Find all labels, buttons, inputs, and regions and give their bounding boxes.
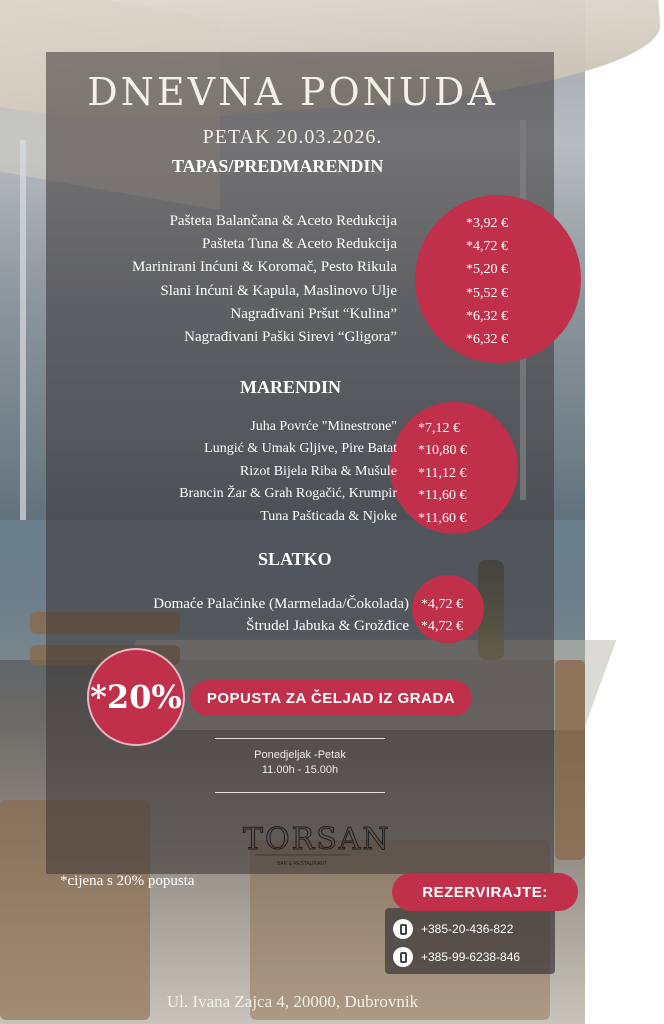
menu-item-price: *4,72 € (466, 239, 508, 255)
phone-link-1[interactable] (393, 919, 513, 939)
marendin-prices (418, 418, 467, 530)
discount-badge: *20% (87, 648, 185, 746)
menu-item-name: Pašteta Balančana & Aceto Redukcija (169, 213, 397, 229)
menu-item-price: *11,12 € (418, 465, 467, 481)
menu-item-name: Lungić & Umak Gljive, Pire Batat (204, 441, 397, 457)
menu-item-price: *3,92 € (466, 216, 508, 231)
menu-item-name: Nagrađivani Paški Sirevi “Gligora” (184, 329, 397, 346)
menu-item-name: Juha Povrće "Minestrone" (250, 419, 397, 434)
menu-item-name: Nagrađivani Pršut “Kulina” (230, 305, 397, 322)
promo-banner: POPUSTA ZA ČELJAD IZ GRADA (190, 680, 472, 716)
divider (215, 792, 385, 793)
chair (555, 660, 585, 860)
reservation-label: REZERVIRAJTE: (392, 873, 578, 911)
tapas-prices (466, 212, 508, 351)
menu-item-price: *11,60 € (418, 510, 467, 526)
phone-icon (393, 919, 413, 939)
address: Ul. Ivana Zajca 4, 20000, Dubrovnik (166, 992, 419, 1011)
menu-date: PETAK 20.03.2026. (202, 126, 383, 148)
menu-item-name: Tuna Pašticada & Njoke (260, 508, 397, 524)
divider (215, 738, 385, 739)
tapas-items (132, 210, 397, 349)
logo-tagline: BAR & RESTAURANT (277, 861, 327, 867)
opening-hours: 11.00h - 15.00h (261, 764, 339, 776)
menu-item-price: *10,80 € (418, 443, 467, 459)
menu-item-name: Domaće Palačinke (Marmelada/Čokolada) (153, 596, 409, 612)
phone-number: +385-20-436-822 (421, 922, 514, 936)
menu-item-name: Slani Inćuni & Kapula, Maslinovo Ulje (160, 282, 397, 299)
menu-item-price: *4,72 € (421, 597, 463, 612)
menu-item-price: *7,12 € (418, 421, 460, 436)
price-footnote: *cijena s 20% popusta (60, 873, 195, 889)
menu-item-name: Pašteta Tuna & Aceto Redukcija (202, 236, 397, 253)
section-heading-tapas: TAPAS/PREDMARENDIN (172, 156, 384, 176)
slatko-items (153, 593, 409, 637)
section-heading-marendin: MARENDIN (240, 377, 341, 397)
phone-icon (393, 947, 413, 967)
menu-item-price: *6,32 € (466, 308, 508, 324)
restaurant-logo (235, 815, 391, 875)
phone-link-2[interactable] (393, 947, 520, 967)
marendin-items (179, 416, 397, 528)
phone-number: +385-99-6238-846 (421, 950, 521, 964)
logo-wordmark: TORSAN (243, 822, 391, 857)
menu-item-price: *4,72 € (421, 619, 463, 634)
mast (20, 140, 26, 520)
menu-item-price: *5,52 € (466, 285, 508, 301)
section-heading-slatko: SLATKO (258, 549, 332, 569)
menu-item-price: *5,20 € (466, 262, 508, 278)
opening-days: Ponedjeljak -Petak (254, 749, 346, 761)
menu-item-price: *6,32 € (466, 332, 508, 348)
slatko-prices (421, 594, 463, 638)
menu-item-name: Brancin Žar & Grah Rogačić, Krumpir (179, 486, 397, 502)
menu-item-price: *11,60 € (418, 488, 467, 504)
menu-item-name: Štrudel Jabuka & Grožđice (246, 618, 409, 634)
page-title: DNEVNA PONUDA (87, 70, 498, 114)
menu-item-name: Marinirani Inćuni & Koromač, Pesto Rikula (132, 259, 397, 276)
menu-item-name: Rizot Bijela Riba & Mušule (239, 463, 397, 479)
